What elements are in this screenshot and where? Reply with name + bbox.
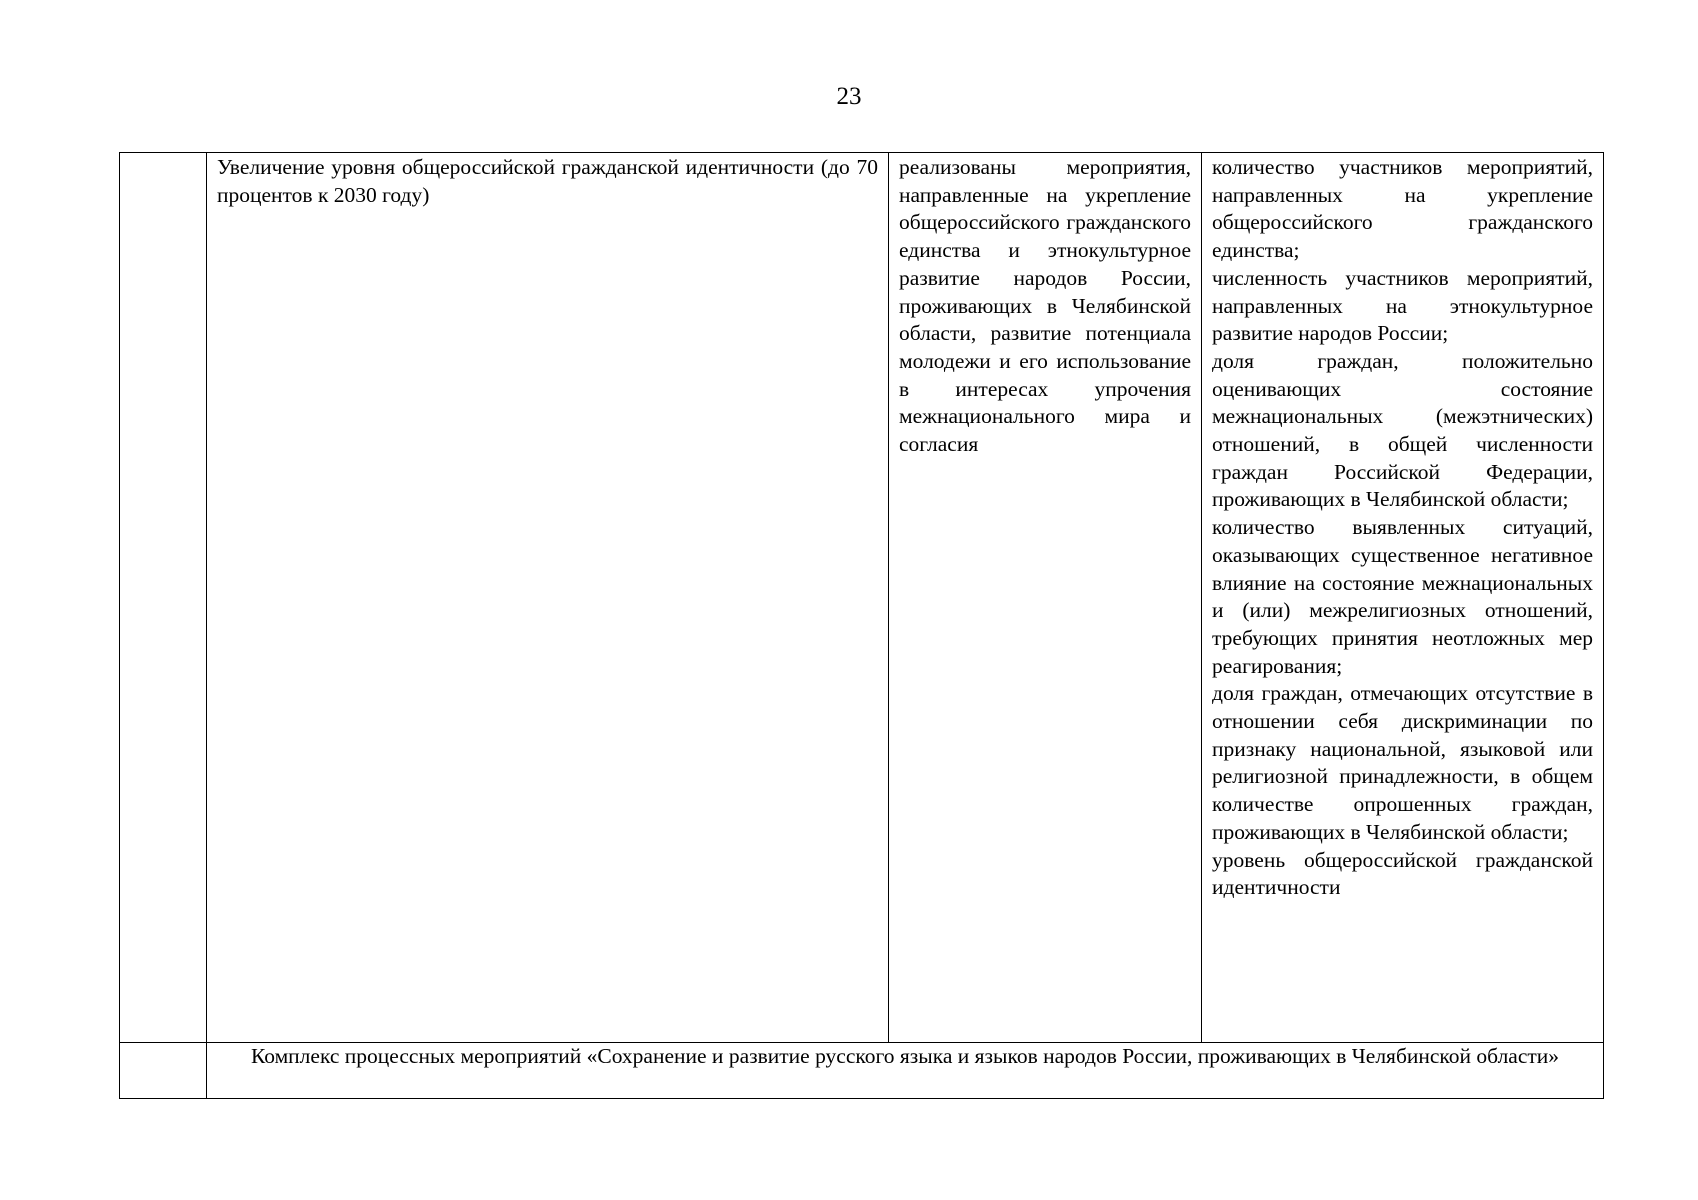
page-number: 23: [836, 83, 862, 110]
indicator-item: уровень общероссийской гражданской идентичности: [1212, 847, 1593, 900]
table-row: [120, 153, 1604, 1043]
indicator-item: количество участников мероприятий, направленных на укрепление общероссийского гражданского единства;: [1212, 155, 1593, 263]
row-number-cell: [120, 153, 207, 1043]
indicator-item: численность участников мероприятий, направленных на этнокультурное развитие народов России;: [1212, 265, 1593, 346]
program-table: [119, 152, 1604, 1099]
indicator-item: доля граждан, отмечающих отсутствие в отношении себя дискриминации по признаку национальной, языковой или религиозной принадлежности, в общем количестве опрошенных граждан, проживающих в Челябинской области;: [1212, 681, 1593, 844]
indicators-cell: [1202, 153, 1604, 1043]
section-title: Комплекс процессных мероприятий «Сохранение и развитие русского языка и языков народов России, проживающих в Челябинской области»: [207, 1043, 1604, 1099]
indicator-item: количество выявленных ситуаций, оказывающих существенное негативное влияние на состояние межнациональных и (или) межрелигиозных отношений, требующих принятия неотложных мер реагирования;: [1212, 515, 1593, 678]
section-number-cell: [120, 1043, 207, 1099]
result-cell: реализованы мероприятия, направленные на укрепление общероссийского гражданского единства и этнокультурное развитие народов России, проживающих в Челябинской области, развитие потенциала молодежи и его использование в интересах упрочения межнационального мира и согласия: [889, 153, 1202, 1043]
goal-cell: Увеличение уровня общероссийской гражданской идентичности (до 70 процентов к 2030 году): [207, 153, 889, 1043]
indicator-item: доля граждан, положительно оценивающих состояние межнациональных (межэтнических) отношений, в общей численности граждан Российской Федерации, проживающих в Челябинской области;: [1212, 348, 1593, 512]
section-row: [120, 1043, 1604, 1099]
